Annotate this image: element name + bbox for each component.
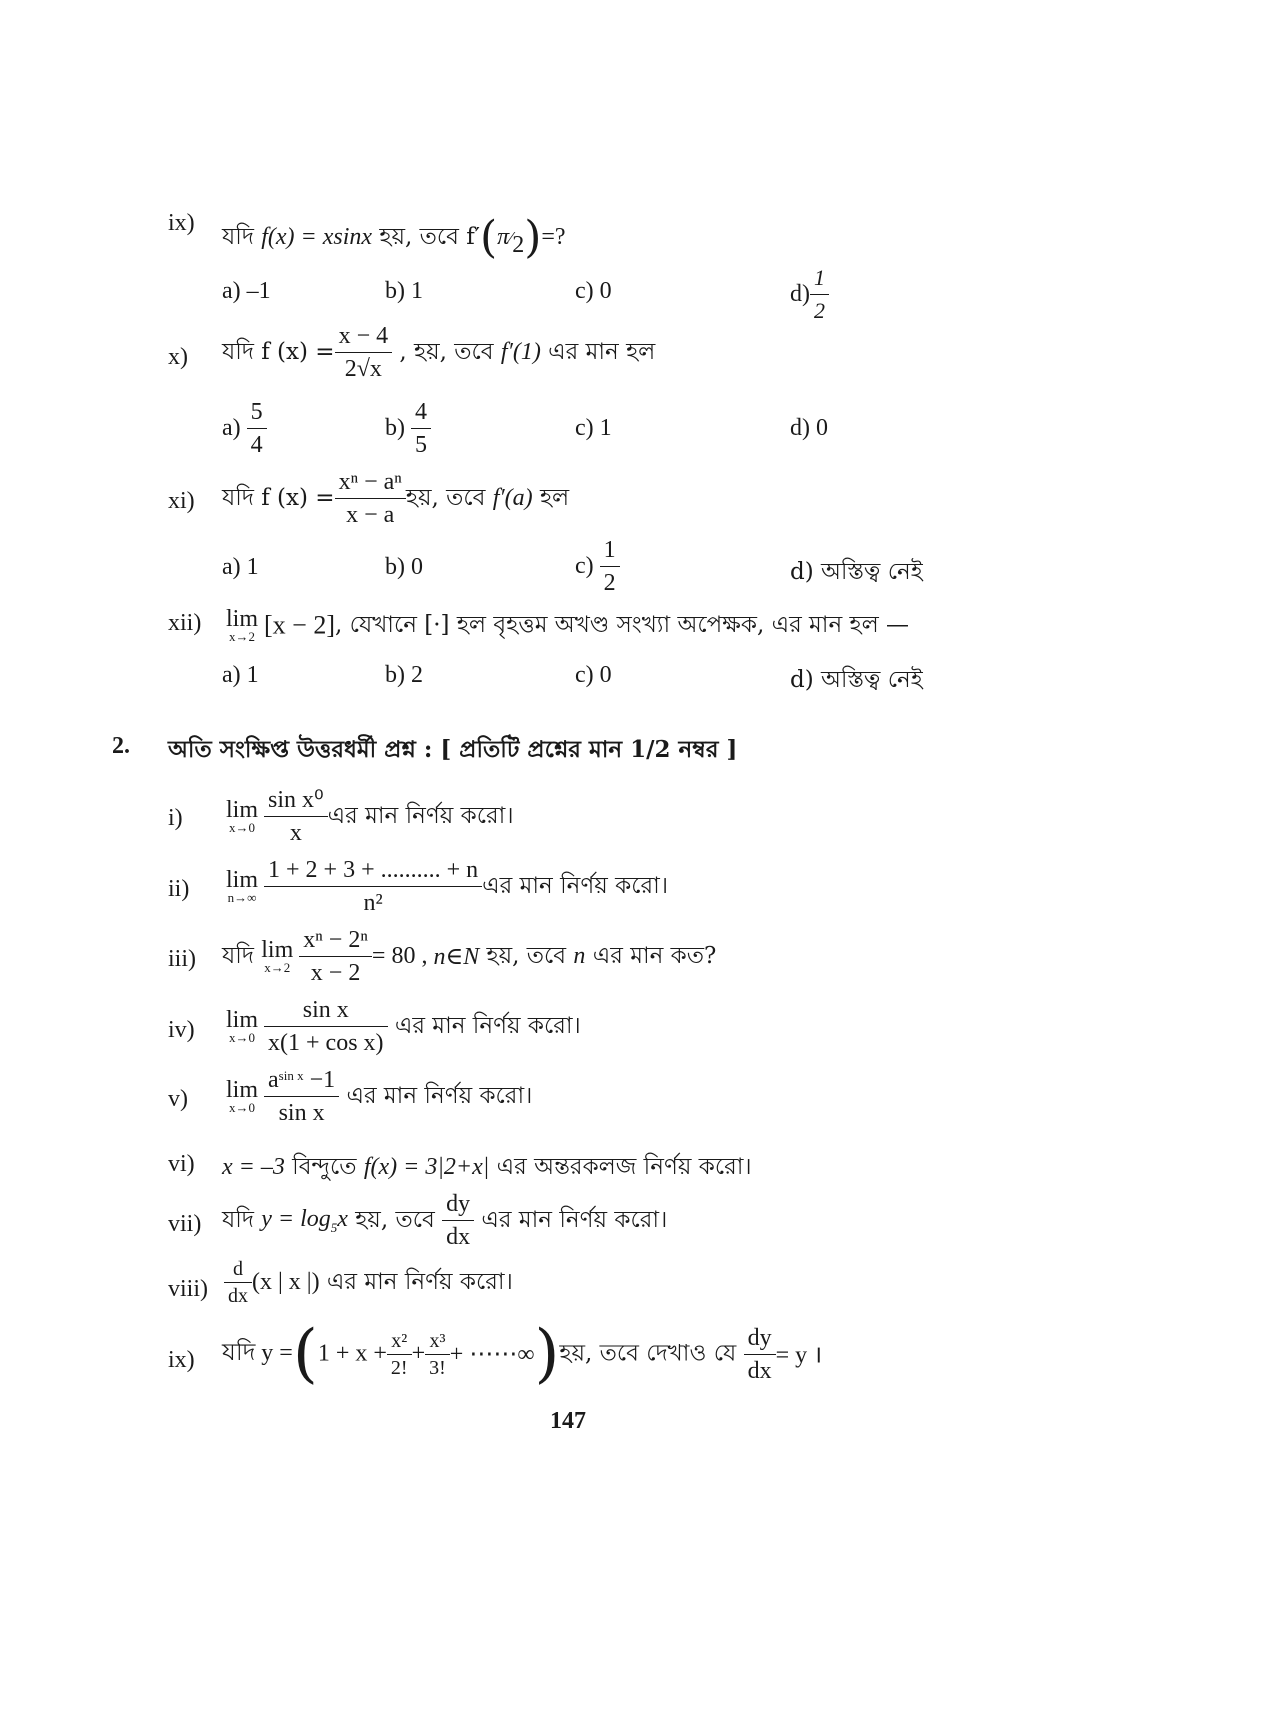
- option-d: d) অস্তিত্ব নেই: [790, 559, 923, 585]
- option-a: a) 1: [222, 662, 259, 688]
- option-c: c) $\frac{1}{2}$: [575, 536, 620, 597]
- section-number: 2.: [112, 733, 130, 759]
- option-d: d) অস্তিত্ব নেই: [790, 667, 923, 693]
- option-b: b) 1: [385, 278, 423, 304]
- q2-iv-text: lim x→0 $\frac{\text{sin x}}{\text{x(1 + cos x)}}$ এর মান নির্ণয় করো।: [226, 997, 581, 1056]
- question-number: v): [168, 1086, 188, 1112]
- question-number: x): [168, 344, 188, 370]
- question-number: iv): [168, 1017, 195, 1043]
- option-a: a) $\frac{5}{4}$: [222, 398, 267, 459]
- q-ix: [168, 210, 195, 237]
- section-title: অতি সংক্ষিপ্ত উত্তরধর্মী প্রশ্ন : [ প্রতিটি প্রশ্নের মান 1/2 নম্বর ]: [168, 736, 738, 763]
- q2-viii-text: $\frac{d}{dx}$ (x | x |) এর মান নির্ণয় করো।: [224, 1258, 513, 1307]
- q2-ii-text: lim n→∞ $\frac{1 + 2 + 3 + .......... + n}{\text{n²}}$ এর মান নির্ণয় করো।: [226, 857, 669, 916]
- option-d: d) 0: [790, 415, 828, 441]
- question-number: ix): [168, 1347, 195, 1373]
- option-d: d) $\frac{1}{2}$: [790, 264, 829, 325]
- q2-vii-text: যদি $y = \log_5x$ হয়, তবে $\frac{dy}{dx}$ এর মান নির্ণয় করো।: [222, 1191, 668, 1250]
- question-number: vi): [168, 1151, 195, 1177]
- q-x-text: যদি f (x) = $\frac{x - 4}{2√x}$ , হয়, তবে f′(1) এর মান হল: [222, 323, 656, 382]
- option-c: c) 1: [575, 415, 612, 441]
- page-number: 147: [550, 1408, 586, 1434]
- question-number: ix): [168, 210, 195, 236]
- question-number: vii): [168, 1211, 202, 1237]
- option-b: b) 2: [385, 662, 423, 688]
- option-a: a) 1: [222, 554, 259, 580]
- question-number: i): [168, 805, 183, 831]
- question-number: viii): [168, 1276, 208, 1302]
- option-c: c) 0: [575, 662, 612, 688]
- option-c: c) 0: [575, 278, 612, 304]
- question-number: iii): [168, 946, 196, 972]
- q-xii-text: lim x→2 [x − 2], যেখানে [·] হল বৃহত্তম অখণ্ড সংখ্যা অপেক্ষক, এর মান হল —: [226, 605, 910, 644]
- option-b: b) $\frac{4}{5}$: [385, 398, 431, 459]
- q2-iii-text: যদি lim x→2 $\frac{\text{xⁿ − 2ⁿ}}{x - 2}$ = 80 , n∈N হয়, তবে n এর মান কত?: [222, 927, 717, 986]
- q-ix-text: যদি f(x) = xsinx হয়, তবে f′(π⁄2)=?: [222, 212, 566, 263]
- q2-v-text: lim x→0 $\frac{a^{sin x} -1}{\text{sin x}}$ এর মান নির্ণয় করো।: [226, 1067, 533, 1126]
- option-b: b) 0: [385, 554, 423, 580]
- question-number: xi): [168, 488, 195, 514]
- q2-vi-text: x = –3 বিন্দুতে f(x) = 3|2+x| এর অন্তরকলজ নির্ণয় করো।: [222, 1154, 752, 1180]
- option-a: a) –1: [222, 278, 271, 304]
- question-number: xii): [168, 610, 202, 636]
- q2-i-text: lim x→0 $\frac{\text{sin x⁰}}{x}$ এর মান নির্ণয় করো।: [226, 787, 514, 846]
- q-xi-text: যদি f (x) = $\frac{\text{xⁿ − aⁿ}}{x - a}$ হয়, তবে f′(a) হল: [222, 469, 570, 528]
- q2-ix-text: যদি y =(1 + x + $\frac{\text{x²}}{2!}$ + $\frac{\text{x³}}{3!}$ + ⋯⋯∞)হয়, তবে দেখাও যে $\frac{dy}{dx}$ = y ।: [222, 1317, 823, 1391]
- question-number: ii): [168, 876, 190, 902]
